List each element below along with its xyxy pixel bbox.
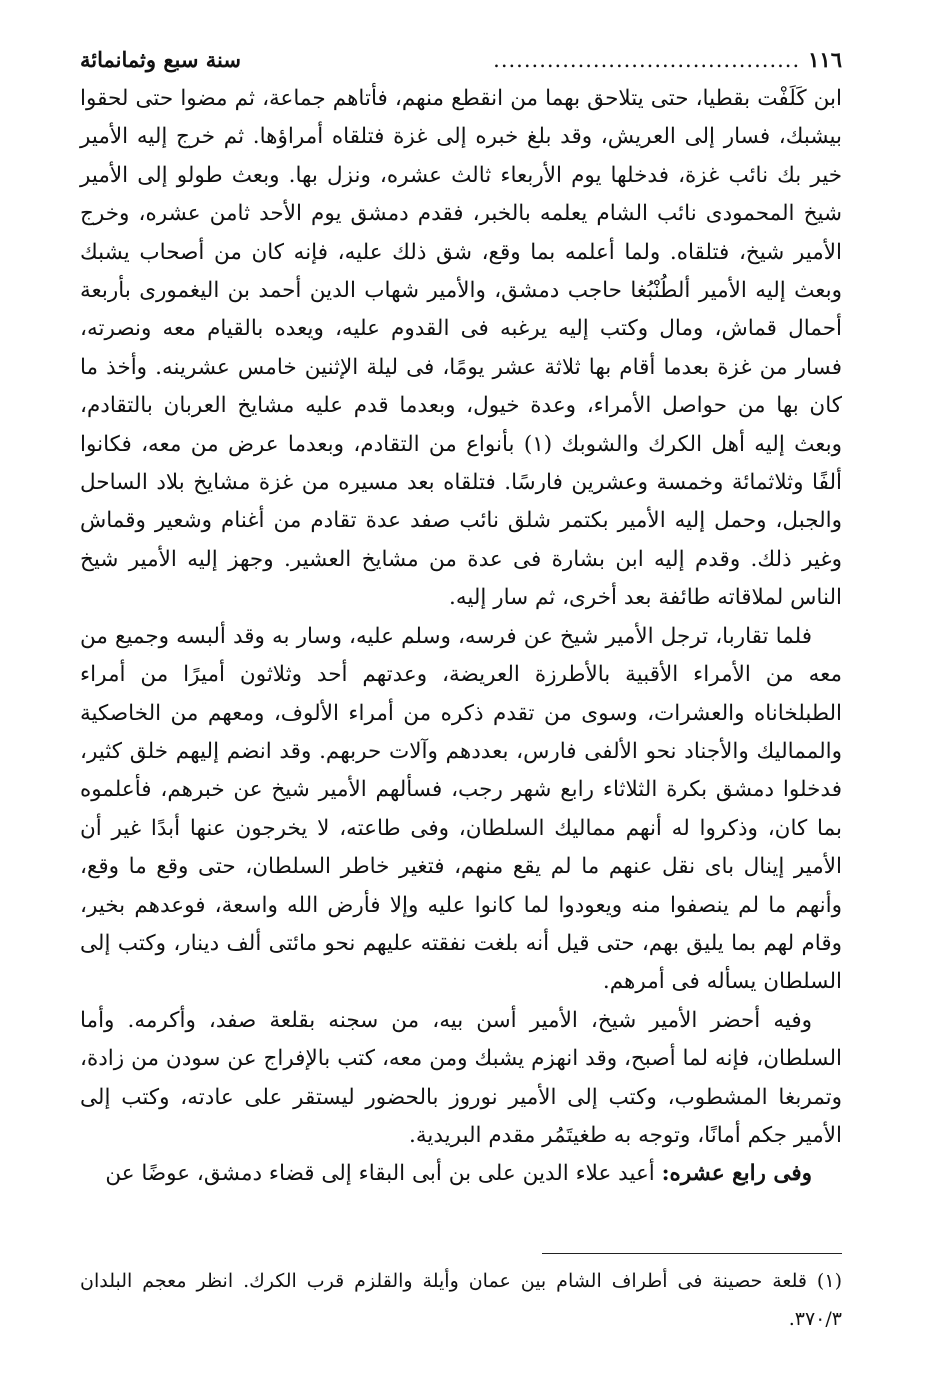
footnote-line: ٣٧٠/٣. (788, 1308, 842, 1330)
header-dot-leader: ........................................ (493, 48, 801, 72)
text-line: وخرج الأمير شيخ، فتلقاه. ولما أعلمه بما وقع، شق ذلك عليه، فإنه كان من أصحاب (80, 201, 842, 265)
text-line: يشبك وبعث إليه الأمير ألطُنْبُغا حاجب دمشق، والأمير شهاب الدين أحمد بن اليغمورى (80, 239, 842, 304)
text-line: لحقوا بيشبك، فسار إلى العريش، وقد بلغ خبره إلى غزة فتلقاه أمراؤها. ثم خرج إليه (80, 86, 842, 150)
text-line: الأمير شيخ المحمودى نائب الشام يعلمه بالخبر، فقدم دمشق يوم الأحد ثامن عشره، (80, 162, 842, 227)
text-line: والمماليك والأجناد نحو الألفى فارس، بعددهم وآلات حربهم. وقد انضم إليهم خلق (129, 738, 842, 764)
text-line: ابن كَلَفْت بقطيا، حتى يتلاحق بهما من انقطع منهم، فأتاهم جماعة، ثم مضوا حتى (135, 86, 842, 111)
text-line: السلطان، فإنه لما أصبح، وقد انهزم يشبك ومن معه، كتب بالإفراج عن سودن من (131, 1046, 842, 1072)
running-title: سنة سبع وثمانمائة (80, 47, 241, 72)
text-line: الأمير خير بك نائب غزة، فدخلها يوم الأربعاء ثالث عشره، ونزل بها. وبعث طولو إلى (80, 124, 842, 188)
text-line: إلى الأمير جكم أمانًا، وتوجه به طغيتَمُر مقدم البريدية. (80, 1084, 842, 1148)
text-line: بلاد الساحل والجبل، وحمل إليه الأمير بكتمر شلق نائب صفد عدة تقادم من أغنام (80, 470, 842, 534)
footnote-line: (١) قلعة حصينة فى أطراف الشام بين عمان وأيلة والقلزم قرب الكرك. انظر معجم البلدان (80, 1270, 842, 1292)
text-line: فأعلموه بما كان، وذكروا له أنهم مماليك السلطان، وفى طاعته، لا يخرجون عنها أبدًا (80, 777, 842, 841)
running-header (80, 40, 842, 80)
text-line: الأمير شيخ الناس لملاقاته طائفة بعد أخرى، ثم سار إليه. (80, 546, 842, 611)
text-line: غير أن الأمير إينال باى نقل عنهم ما لم يقع منهم، فتغير خاطر السلطان، حتى وقع ما (80, 815, 842, 880)
text-line: وفيه أحضر الأمير شيخ، الأمير أسن بيه، من سجنه بقلعة صفد، وأكرمه. وأما (80, 1007, 812, 1033)
text-line: بأربعة أحمال قماش، ومال وكتب إليه يرغبه فى القدوم عليه، ويعده بالقيام معه (80, 278, 842, 342)
text-line: فلما تقاربا، ترجل الأمير شيخ عن فرسه، وسلم عليه، وسار به وقد ألبسه وجميع (115, 623, 812, 649)
text-line: وقع، وأنهم ما لم ينصفوا منه ويعودوا لما كانوا عليه وإلا فأرض الله واسعة، فوعدهم (80, 854, 842, 918)
paragraph-1 (80, 80, 842, 618)
text-line: وشعير وقماش وغير ذلك. وقدم إليه ابن بشارة فى عدة من مشايخ العشير. وجهز إليه (80, 508, 842, 572)
page-number: ١١٦ (808, 47, 842, 72)
text-line: أعيد علاء الدين على بن أبى البقاء إلى قضاء دمشق، عوضًا عن (105, 1161, 662, 1187)
paragraph-2 (80, 618, 842, 1002)
text-line: الطبلخاناه والعشرات، وسوى من تقدم ذكره من أمراء الألوف، ومعهم من الخاصكية (80, 700, 842, 726)
footnote (80, 1262, 842, 1338)
date-lead: وفى رابع عشره: (661, 1161, 812, 1187)
text-line: زادة، وتمربغا المشطوب، وكتب إلى الأمير نوروز بالحضور ليستقر على عادته، وكتب (80, 1046, 842, 1110)
main-text (80, 80, 842, 1194)
text-line: بالتقادم، وبعث إليه أهل الكرك والشوبك (١) بأنواع من التقادم، وبعدما عرض من (80, 393, 842, 457)
text-line: وكتب إلى السلطان يسأله فى أمرهم. (80, 930, 842, 995)
text-line: بخير، وقام لهم بما يليق بهم، حتى قيل أنه بلغت نفقته عليهم نحو مائتى ألف دينار، (80, 892, 842, 956)
footnote-divider (542, 1253, 842, 1254)
text-line: من معه من الأمراء الأقبية بالأطرزة العريضة، وعدتهم أحد وثلاثون أميرًا من أمراء (80, 623, 842, 688)
paragraph-3 (80, 1002, 842, 1156)
text-line: معه، فكانوا ألفًا وثلاثمائة وخمسة وعشرين فارسًا. فتلقاه بعد مسيره من غزة مشايخ (80, 431, 842, 496)
text-line: كثير، فدخلوا دمشق بكرة الثلاثاء رابع شهر رجب، فسألهم الأمير شيخ عن خبرهم، (80, 738, 842, 803)
text-line: وأخذ ما كان بها من حواصل الأمراء، وعدة خيول، وبعدما قدم عليه مشايخ العربان (80, 354, 842, 419)
paragraph-4 (80, 1155, 842, 1193)
text-line: ونصرته، فسار من غزة بعدما أقام بها ثلاثة عشر يومًا، فى ليلة الإثنين خامس عشرينه. (80, 316, 842, 380)
